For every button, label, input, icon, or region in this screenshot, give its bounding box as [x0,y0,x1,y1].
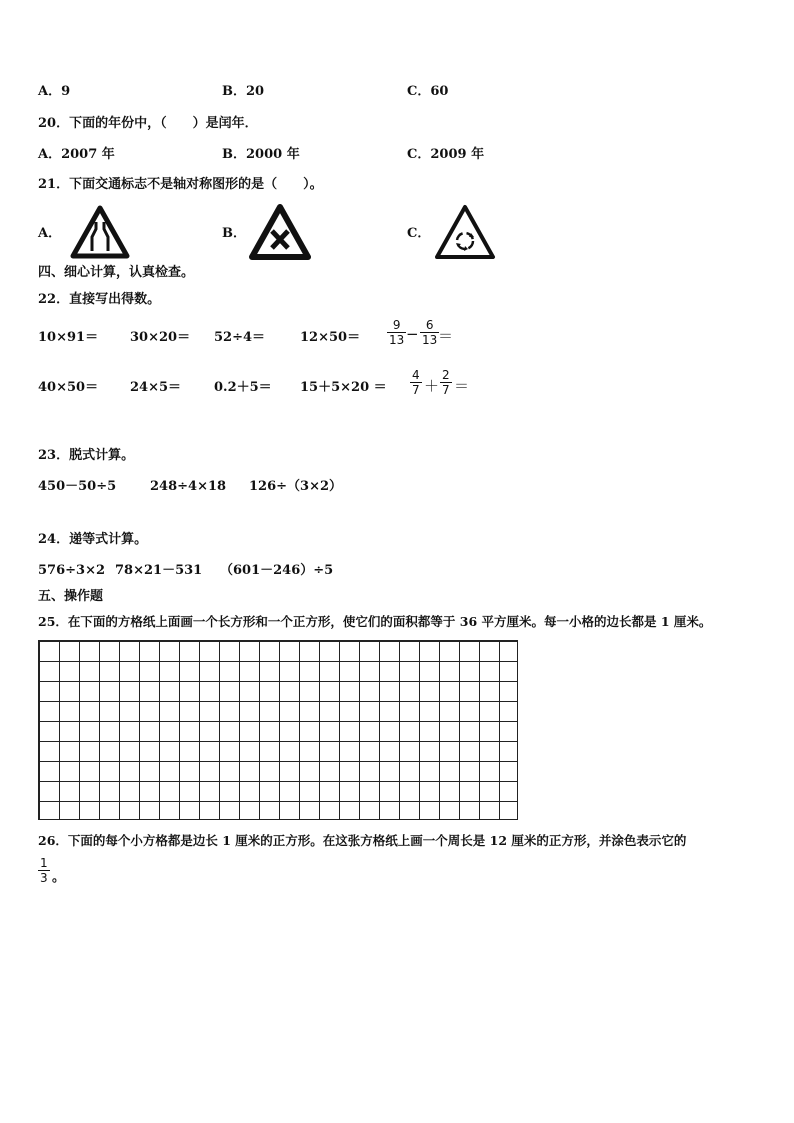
q24-item: （601－246）÷5 [220,563,334,578]
q22-item: 52÷4＝ [214,330,266,345]
q23-item: 126÷（3×2） [249,479,343,494]
q22-item: 30×20＝ [130,330,191,345]
q26-stem: 26．下面的每个小方格都是边长 1 厘米的正方形。在这张方格纸上画一个周长是 12 厘米的正方形，并涂色表示它的 [38,833,687,848]
q22-stem: 22．直接写出得数。 [38,292,161,307]
q22-item: 0.2＋5＝ [214,380,272,395]
numerator: 6 [425,318,434,332]
option-text: 2009 年 [430,147,485,162]
denominator: 3 [40,871,48,885]
q20-option-b [222,147,300,163]
fraction-six-thirteenths [420,318,439,347]
option-text: 9 [61,84,71,99]
q22-item: 10×91＝ [38,330,99,345]
numerator: 4 [412,368,420,382]
q19-option-c [407,84,448,100]
q21-option-a-letter: A． [38,226,62,241]
numerator: 2 [442,368,450,382]
q19-option-b [222,84,264,100]
option-letter: C． [407,147,431,162]
option-text: 2000 年 [246,147,300,162]
denominator: 13 [422,333,438,347]
q20-option-a [38,147,115,163]
q24-stem: 24．递等式计算。 [38,532,148,547]
option-letter: C． [407,84,431,99]
q25-stem: 25．在下面的方格纸上面画一个长方形和一个正方形，使它们的面积都等于 36 平方厘米。每一小格的边长都是 1 厘米。 [38,614,712,629]
numerator: 9 [392,318,401,332]
numerator: 1 [40,856,48,870]
denominator: 7 [442,383,450,397]
minus-sign: − [406,325,419,343]
q21-option-b-letter: B． [222,226,246,241]
denominator: 7 [412,383,420,397]
crossroad-x-sign-icon [249,204,311,260]
option-letter: A． [38,84,62,99]
roundabout-sign-icon [434,204,496,260]
q22-item: 40×50＝ [38,380,99,395]
option-text: 20 [246,84,265,99]
q22-item: 12×50＝ [300,330,361,345]
option-text: 2007 年 [61,147,115,162]
option-letter: B． [222,147,246,162]
q21-option-c-letter: C． [407,226,431,241]
fraction-nine-thirteenths [387,318,406,347]
fraction-two-sevenths [440,368,452,397]
narrow-road-sign-icon [70,205,130,259]
q23-item: 450－50÷5 [38,479,117,494]
q20-option-c [407,147,484,163]
denominator: 13 [389,333,405,347]
q19-option-a [38,84,70,100]
q20-stem: 20．下面的年份中，（ ）是闰年． [38,116,258,131]
q24-item: 78×21－531 [115,563,203,578]
fraction-four-sevenths [410,368,422,397]
option-text: 60 [430,84,449,99]
q22-item: 24×5＝ [130,380,182,395]
q21-stem: 21．下面交通标志不是轴对称图形的是（ ）。 [38,177,323,192]
plus-sign: ＋ [424,377,440,395]
q22-item: 15＋5×20 ＝ [300,380,387,395]
option-letter: A． [38,147,62,162]
section4-title: 四、细心计算，认真检查。 [38,265,195,280]
q26-tail: 。 [52,870,66,885]
grid-paper[interactable] [38,640,518,820]
option-letter: B． [222,84,246,99]
equals-sign: ＝ [454,377,470,395]
q23-item: 248÷4×18 [150,479,227,494]
section5-title: 五、操作题 [38,589,104,604]
equals-sign: ＝ [438,327,454,345]
q23-stem: 23．脱式计算。 [38,448,135,463]
q24-item: 576÷3×2 [38,563,106,578]
fraction-one-third [38,856,50,885]
